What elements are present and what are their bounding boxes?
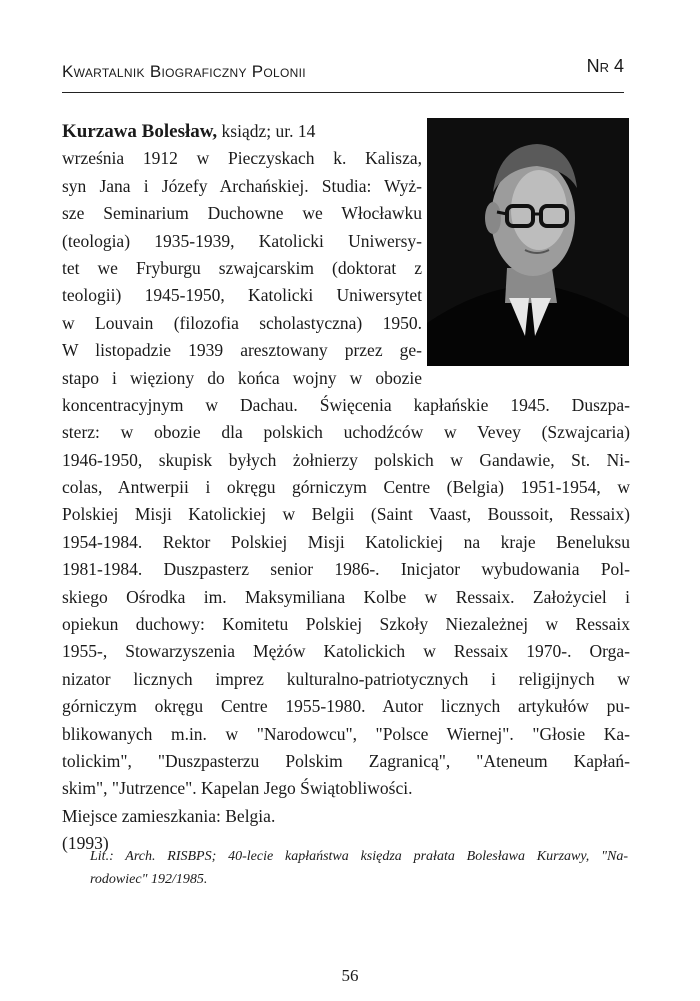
text-line: koncentracyjnym w Dachau. Święcenia kapłańskie 1945. Duszpa- bbox=[62, 394, 630, 415]
text-line: skim", "Jutrzence". Kapelan Jego Świątobliwości. bbox=[62, 778, 413, 799]
text-line: 1981-1984. Duszpasterz senior 1986-. Inicjator wybudowania Pol- bbox=[62, 559, 630, 580]
text-line: opiekun duchowy: Komitetu Polskiej Szkoły Niezależnej w Ressaix bbox=[62, 614, 630, 635]
page-number: 56 bbox=[341, 966, 359, 985]
header-rule bbox=[62, 92, 624, 93]
person-name: Kurzawa Bolesław, bbox=[62, 121, 218, 142]
running-header bbox=[62, 52, 624, 86]
literature-note bbox=[90, 845, 628, 891]
biography-text bbox=[62, 118, 630, 858]
text-line: nizator licznych imprez kulturalno-patriotycznych i religijnych w bbox=[62, 668, 630, 689]
text-line: syn Jana i Józefy Archańskiej. Studia: Wyż- bbox=[62, 175, 422, 196]
text-line: Kurzawa Bolesław, ksiądz; ur. 14 bbox=[62, 121, 316, 142]
text-line: sterz: w obozie dla polskich uchodźców w Vevey (Szwajcaria) bbox=[62, 422, 630, 443]
text-line: tolickim", "Duszpasterzu Polskim Zagranicą", "Ateneum Kapłań- bbox=[62, 750, 630, 771]
text-line: tet we Fryburgu szwajcarskim (doktorat z bbox=[62, 257, 422, 278]
text-line: górniczym okręgu Centre 1955-1980. Autor licznych artykułów pu- bbox=[62, 696, 630, 717]
text-line: (teologia) 1935-1939, Katolicki Uniwersy- bbox=[62, 230, 422, 251]
text-line: 1946-1950, skupisk byłych żołnierzy polskich w Gandawie, St. Ni- bbox=[62, 449, 630, 470]
literature-line: Lit.: Arch. RISBPS; 40-lecie kapłaństwa księdza prałata Bolesława Kurzawy, "Na- bbox=[90, 849, 628, 864]
literature-line: rodowiec" 192/1985. bbox=[90, 872, 208, 887]
text-line: września 1912 w Pieczyskach k. Kalisza, bbox=[62, 148, 422, 169]
text-line: 1955-, Stowarzyszenia Mężów Katolickich w Ressaix 1970-. Orga- bbox=[62, 641, 630, 662]
text-line: Polskiej Misji Katolickiej w Belgii (Saint Vaast, Boussoit, Ressaix) bbox=[62, 504, 630, 525]
residence-line: Miejsce zamieszkania: Belgia. bbox=[62, 805, 276, 826]
journal-title: Kwartalnik Biograficzny Polonii bbox=[62, 62, 306, 81]
text-line: sze Seminarium Duchowne we Włocławku bbox=[62, 203, 422, 224]
text-line: skiego Ośrodka im. Maksymiliana Kolbe w Ressaix. Założyciel i bbox=[62, 586, 630, 607]
text-line: 1954-1984. Rektor Polskiej Misji Katolickiej na kraje Beneluksu bbox=[62, 531, 630, 552]
text-line: colas, Antwerpii i okręgu górniczym Centre (Belgia) 1951-1954, w bbox=[62, 477, 630, 498]
text-line: teologii) 1945-1950, Katolicki Uniwersytet bbox=[62, 285, 422, 306]
text-line: blikowanych m.in. w "Narodowcu", "Polsce Wiernej". "Głosie Ka- bbox=[62, 723, 630, 744]
text-line: stapo i więziony do końca wojny w obozie bbox=[62, 367, 422, 388]
issue-number: Nr 4 bbox=[586, 56, 624, 76]
text-line: W listopadzie 1939 aresztowany przez ge- bbox=[62, 340, 422, 361]
text-line: w Louvain (filozofia scholastyczna) 1950. bbox=[62, 312, 422, 333]
year-line: (1993) bbox=[62, 833, 109, 854]
